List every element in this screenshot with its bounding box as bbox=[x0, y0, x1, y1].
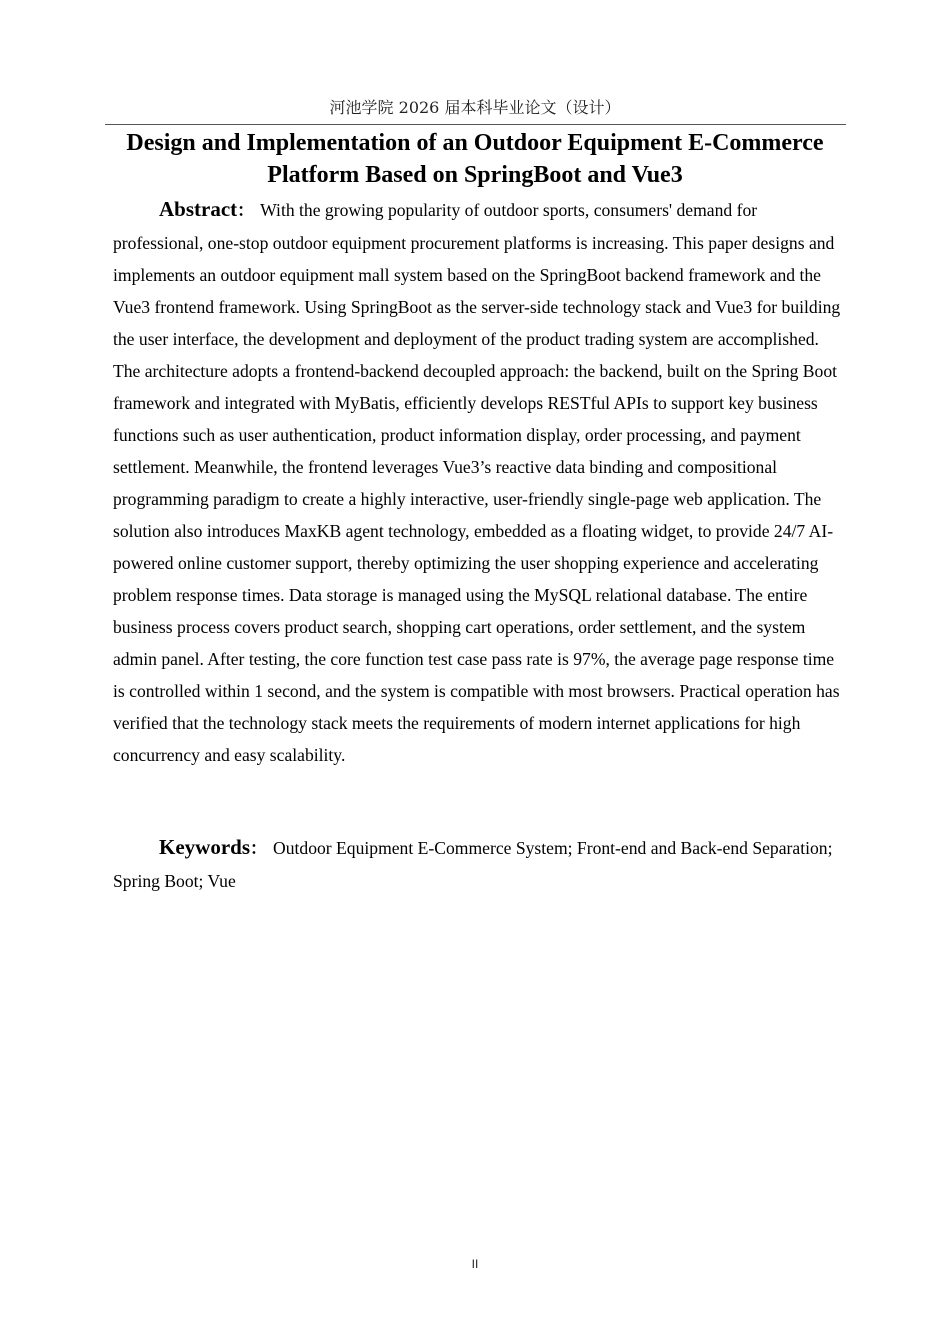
keywords-text: Outdoor Equipment E-Commerce System; Front-end and Back-end Separation; Spring Boot; Vue bbox=[113, 838, 833, 891]
abstract-text: With the growing popularity of outdoor sports, consumers' demand for professional, one-stop outdoor equipment procurement platforms is increasing. This paper designs and implements an outdoor equipment mall system based on the SpringBoot backend framework and the Vue3 frontend framework. Using SpringBoot as the server-side technology stack and Vue3 for building the user interface, the development and deployment of the product trading system are accomplished. The architecture adopts a frontend-backend decoupled approach: the backend, built on the Spring Boot framework and integrated with MyBatis, efficiently develops RESTful APIs to support key business functions such as user authentication, product information display, order processing, and payment settlement. Meanwhile, the frontend leverages Vue3’s reactive data binding and compositional programming paradigm to create a highly interactive, user-friendly single-page web application. The solution also introduces MaxKB agent technology, embedded as a floating widget, to provide 24/7 AI-powered online customer support, thereby optimizing the user shopping experience and accelerating problem response times. Data storage is managed using the MySQL relational database. The entire business process covers product search, shopping cart operations, order settlement, and the system admin panel. After testing, the core function test case pass rate is 97%, the average page response time is controlled within 1 second, and the system is compatible with most browsers. Practical operation has verified that the technology stack meets the requirements of modern internet applications for high concurrency and easy scalability. bbox=[113, 200, 841, 765]
keywords-label-separator: ： bbox=[250, 839, 267, 859]
header-rule bbox=[105, 124, 846, 125]
keywords-label: Keywords bbox=[159, 835, 250, 859]
running-header: 河池学院 2026 届本科毕业论文（设计） bbox=[329, 98, 621, 117]
abstract-label-separator: ： bbox=[237, 201, 255, 221]
page-number: II bbox=[471, 1257, 479, 1271]
abstract-label: Abstract bbox=[159, 197, 238, 221]
abstract-paragraph bbox=[113, 193, 841, 771]
keywords-paragraph bbox=[113, 831, 841, 897]
paper-title: Design and Implementation of an Outdoor Equipment E-Commerce Platform Based on SpringBoot and Vue3 bbox=[126, 130, 824, 188]
